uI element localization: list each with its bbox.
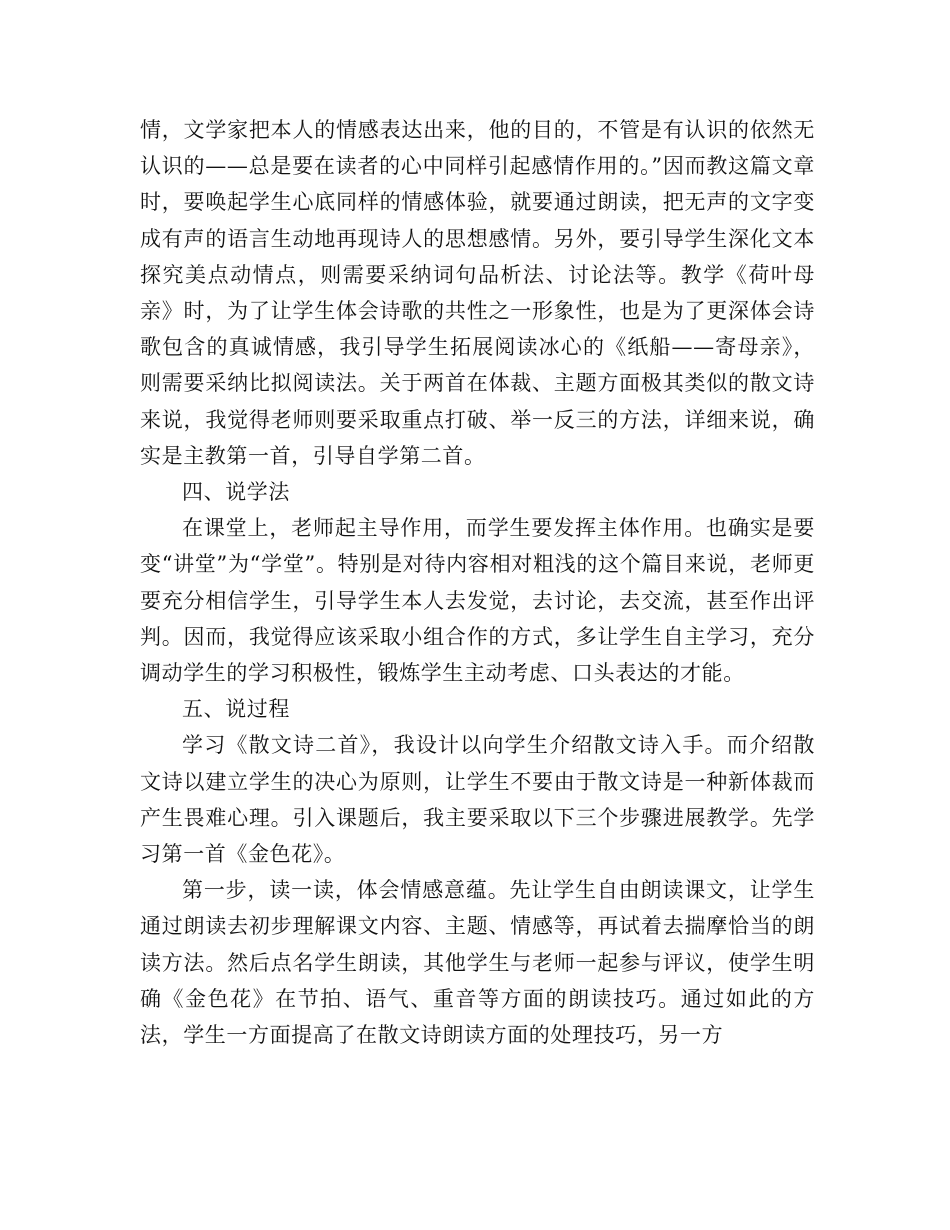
- section-heading-process: 五、说过程: [182, 697, 290, 722]
- paragraph-process-intro: 学习《散文诗二首》，我设计以向学生介绍散文诗入手。而介绍散文诗以建立学生的决心为原则，让学生不要由于散文诗是一种新体裁而产生畏难心理。引入课题后，我主要采取以下三个步骤进展教学。先学习第一首《金色花》。: [140, 733, 815, 867]
- paragraph-study-method: 在课堂上，老师起主导作用，而学生要发挥主体作用。也确实是要变“讲堂”为“学堂”。特别是对待内容相对粗浅的这个篇目来说，老师更要充分相信学生，引导学生本人去发觉，去讨论，去交流，甚至作出评判。因而，我觉得应该采取小组合作的方式，多让学生自主学习，充分调动学生的学习积极性，锻炼学生主动考虑、口头表达的才能。: [140, 516, 815, 686]
- paragraph-continuation: 情，文学家把本人的情感表达出来，他的目的，不管是有认识的依然无认识的——总是要在读者的心中同样引起感情作用的。”因而教这篇文章时，要唤起学生心底同样的情感体验，就要通过朗读，把无声的文字变成有声的语言生动地再现诗人的思想感情。另外，要引导学生深化文本探究美点动情点，则需要采纳词句品析法、讨论法等。教学《荷叶母亲》时，为了让学生体会诗歌的共性之一形象性，也是为了更深体会诗歌包含的真诚情感，我引导学生拓展阅读冰心的《纸船——寄母亲》，则需要采纳比拟阅读法。关于两首在体裁、主题方面极其类似的散文诗来说，我觉得老师则要采取重点打破、举一反三的方法，详细来说，确实是主教第一首，引导自学第二首。: [140, 118, 815, 468]
- paragraph-step-one: 第一步，读一读，体会情感意蕴。先让学生自由朗读课文，让学生通过朗读去初步理解课文内容、主题、情感等，再试着去揣摩恰当的朗读方法。然后点名学生朗读，其他学生与老师一起参与评议，使学生明确《金色花》在节拍、语气、重音等方面的朗读技巧。通过如此的方法，学生一方面提高了在散文诗朗读方面的处理技巧，另一方: [140, 878, 815, 1048]
- section-heading-study-method: 四、说学法: [182, 480, 290, 505]
- document-body: [140, 112, 815, 1053]
